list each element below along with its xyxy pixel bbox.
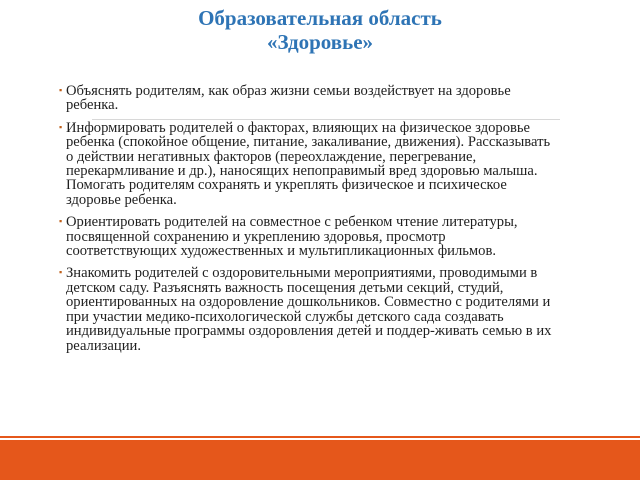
bullet-item: [60, 266, 560, 352]
bullet-marker-icon: ▪: [59, 216, 63, 227]
bullet-text: Информировать родителей о факторах, влияющих на физическое здоровье ребенка (спокойное общение, питание, закаливание, движения). Рассказывать о действии негативных факторов (переохлаждение, перегревание, перекармливание и др.), наносящих непоправимый вред здоровью малыша. Помогать родителям сохранять и укреплять физическое и психическое здоровье ребенка.: [66, 119, 551, 208]
bullet-text: Объяснять родителям, как образ жизни семьи воздействует на здоровье ребенка.: [66, 83, 511, 114]
bullet-item: [60, 121, 560, 207]
bullet-marker-icon: ▪: [59, 121, 63, 132]
bullet-marker-icon: ▪: [59, 85, 63, 95]
title-line-2: «Здоровье»: [266, 30, 374, 54]
bullet-text: Ориентировать родителей на совместное с ребенком чтение литературы, посвященной сохранению и укреплению здоровья, просмотр соответствующих художественных и мультипликационных фильмов.: [66, 214, 518, 260]
bullet-item: [60, 84, 560, 113]
bullet-list: [60, 84, 560, 361]
bullet-item: [60, 215, 560, 258]
bullet-marker-icon: ▪: [59, 267, 63, 278]
bullet-text: Знакомить родителей с оздоровительными мероприятиями, проводимыми в детском саду. Разъяснять важность посещения детьми секций, студий, ориентированных на оздоровление дошкольников. Совместно с родителями и при участии медико-психологической службы детского сада создавать индивидуальные программы оздоровления детей и поддер-живать семью в их реализации.: [66, 265, 552, 354]
footer-bar: [0, 440, 640, 480]
footer-accent-line: [0, 436, 640, 438]
slide-title: [100, 6, 540, 54]
title-line-1: Образовательная область: [198, 6, 442, 30]
